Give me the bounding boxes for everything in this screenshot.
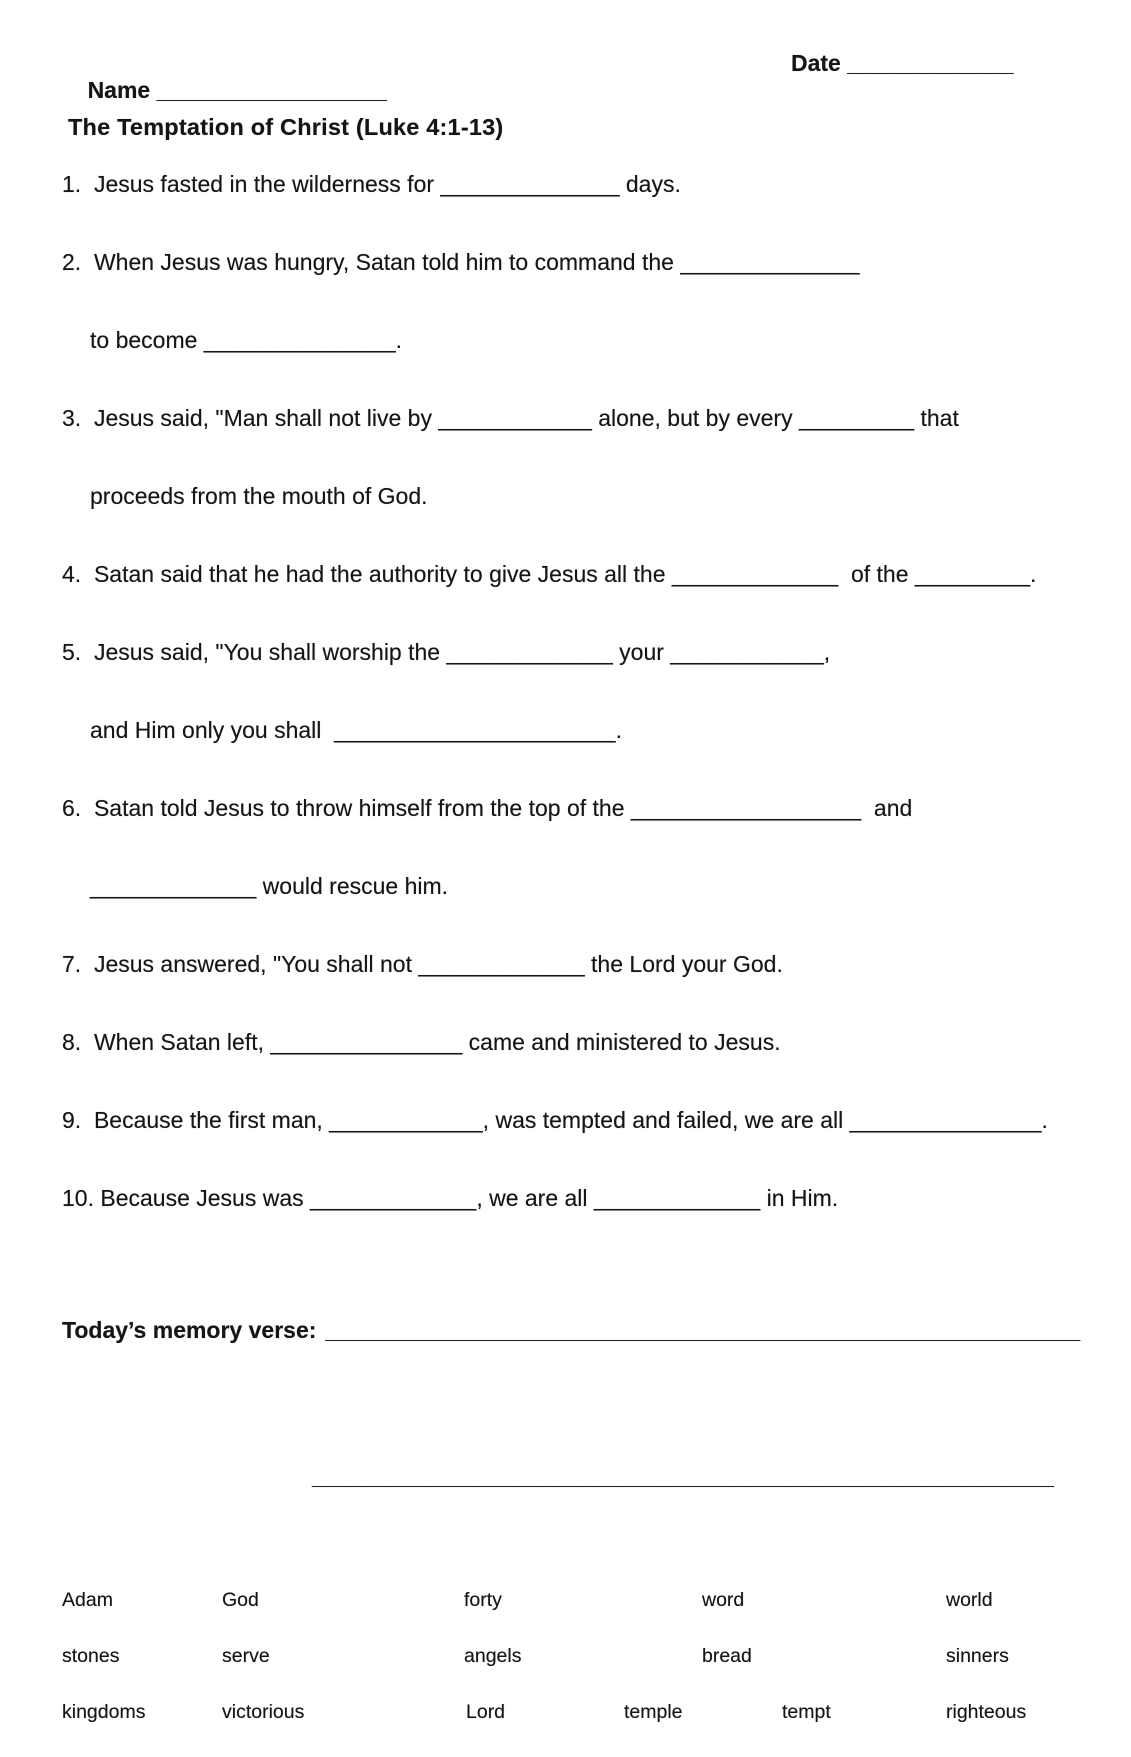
memory-verse-row	[62, 1317, 1081, 1395]
word-bank-item: forty	[464, 1589, 502, 1611]
word-bank-item: Lord	[466, 1701, 506, 1723]
name-label: Name	[87, 77, 151, 103]
date-write-line: _____________	[847, 50, 1014, 76]
word-bank-row-3	[62, 1701, 1075, 1757]
question-2-line-2: to become _______________.	[90, 327, 403, 353]
word-bank-item: tempt	[782, 1701, 831, 1723]
word-bank-item: angels	[464, 1645, 522, 1667]
word-bank-row-1	[62, 1589, 1075, 1645]
word-bank-item: stones	[62, 1645, 120, 1667]
question-6-line-2: _____________ would rescue him.	[90, 873, 449, 899]
word-bank-item: victorious	[222, 1701, 305, 1723]
questions-section	[62, 171, 1075, 1263]
question-4-line-1: 4. Satan said that he had the authority to give Jesus all the _____________ of the _________.	[62, 561, 1037, 587]
word-bank-item: righteous	[946, 1701, 1027, 1723]
question-3-line-1: 3. Jesus said, "Man shall not live by ____________ alone, but by every _________ that	[62, 405, 959, 431]
memory-verse-label: Today’s memory verse:	[62, 1317, 317, 1343]
word-bank-item: kingdoms	[62, 1701, 146, 1723]
name-write-line: __________________	[156, 77, 387, 103]
date-field	[791, 50, 1014, 77]
memory-verse-line-1: ___________________________________________________________	[325, 1317, 1081, 1343]
header	[62, 50, 1075, 103]
question-6-line-1: 6. Satan told Jesus to throw himself from the top of the __________________ and	[62, 795, 913, 821]
word-bank-item: serve	[222, 1645, 270, 1667]
question-7-line-1: 7. Jesus answered, "You shall not _____________ the Lord your God.	[62, 951, 783, 977]
word-bank-item: world	[946, 1589, 993, 1611]
word-bank-item: temple	[624, 1701, 683, 1723]
word-bank-item: sinners	[946, 1645, 1009, 1667]
word-bank-row-2	[62, 1645, 1075, 1701]
question-9-line-1: 9. Because the first man, ____________, was tempted and failed, we are all _______________.	[62, 1107, 1048, 1133]
word-bank	[62, 1589, 1075, 1757]
question-10-line-1: 10. Because Jesus was _____________, we are all _____________ in Him.	[62, 1185, 839, 1211]
question-1-line-1: 1. Jesus fasted in the wilderness for ______________ days.	[62, 171, 681, 197]
word-bank-item: God	[222, 1589, 259, 1611]
question-3-line-2: proceeds from the mouth of God.	[90, 483, 428, 509]
question-5-line-1: 5. Jesus said, "You shall worship the _____________ your ____________,	[62, 639, 831, 665]
name-field	[88, 77, 387, 103]
memory-verse-line-2: __________________________________________________________	[312, 1463, 1054, 1489]
date-label: Date	[791, 50, 841, 76]
worksheet-title: The Temptation of Christ (Luke 4:1-13)	[68, 114, 504, 140]
word-bank-item: word	[702, 1589, 745, 1611]
memory-verse-section	[62, 1263, 1081, 1545]
question-2-line-1: 2. When Jesus was hungry, Satan told him to command the ______________	[62, 249, 860, 275]
word-bank-item: bread	[702, 1645, 752, 1667]
question-8-line-1: 8. When Satan left, _______________ came and ministered to Jesus.	[62, 1029, 781, 1055]
question-5-line-2: and Him only you shall ______________________.	[90, 717, 622, 743]
word-bank-item: Adam	[62, 1589, 113, 1611]
